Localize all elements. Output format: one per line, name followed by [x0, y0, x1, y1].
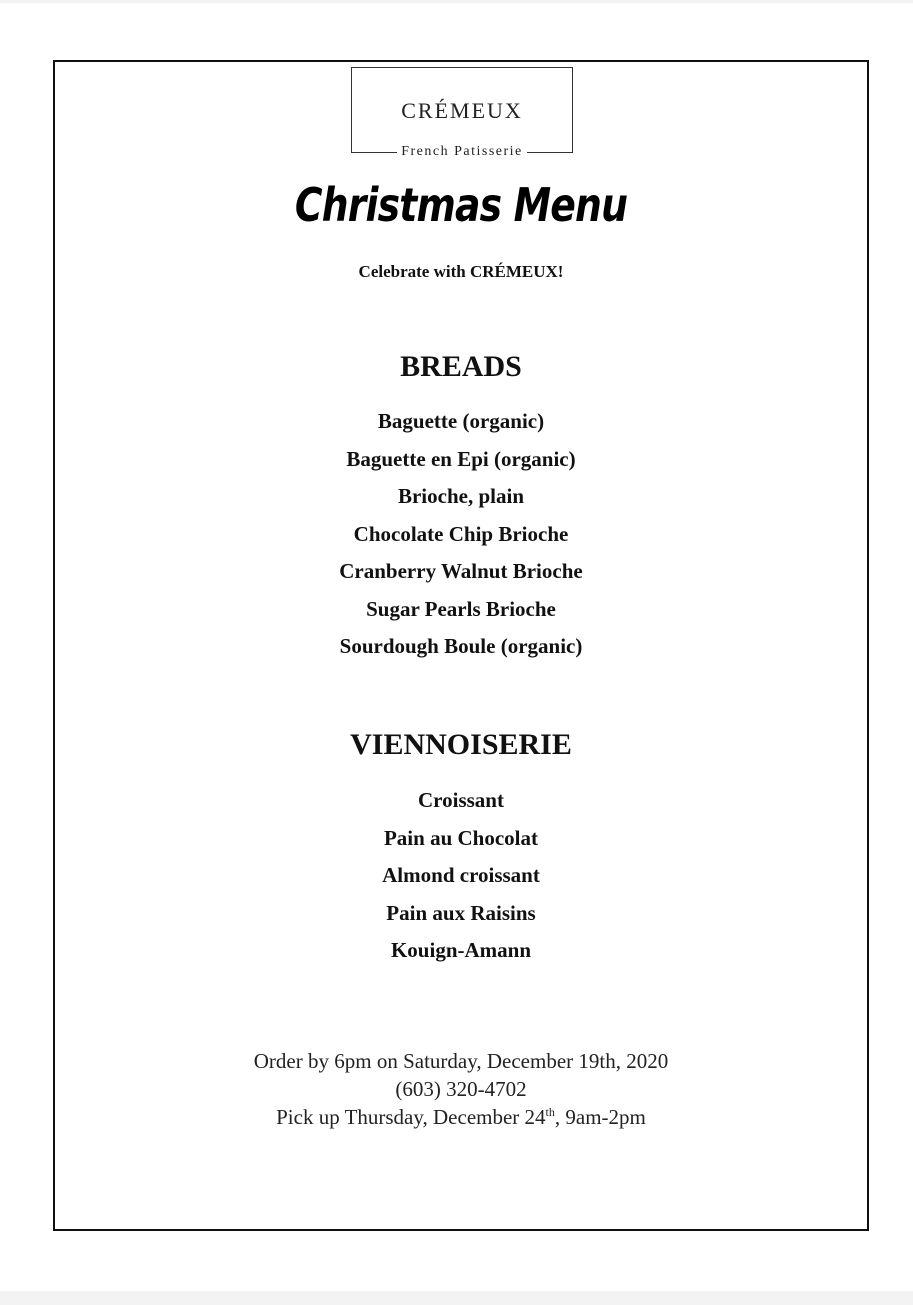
breads-list	[55, 409, 867, 672]
pickup-time: , 9am-2pm	[554, 1105, 646, 1129]
order-deadline: Order by 6pm on Saturday, December 19th, 2020	[253, 1049, 669, 1073]
menu-border-frame	[53, 60, 869, 1231]
menu-item: Almond croissant	[382, 863, 540, 887]
section-heading-breads: BREADS	[400, 350, 522, 383]
pickup-date: Pick up Thursday, December 24	[276, 1105, 546, 1129]
cremeux-logo	[351, 67, 573, 159]
menu-item: Pain au Chocolat	[383, 825, 538, 850]
viennoiserie-list	[55, 788, 867, 976]
menu-item: Baguette (organic)	[377, 409, 545, 433]
logo-subtitle: French Patisserie	[401, 144, 523, 159]
menu-item: Cranberry Walnut Brioche	[339, 559, 583, 583]
order-info	[55, 1047, 867, 1131]
logo-rule-left	[351, 152, 397, 153]
menu-tagline: Celebrate with CRÉMEUX!	[358, 262, 564, 281]
logo-subtitle-row	[351, 144, 573, 160]
menu-item: Chocolate Chip Brioche	[353, 521, 569, 546]
logo-name: CRÉMEUX	[401, 98, 523, 123]
logo-rule-right	[527, 152, 573, 153]
pickup-info	[55, 1103, 867, 1131]
menu-item: Pain aux Raisins	[386, 900, 536, 925]
menu-page	[0, 3, 913, 1291]
menu-item: Sourdough Boule (organic)	[339, 634, 583, 658]
section-heading-viennoiserie: VIENNOISERIE	[350, 728, 572, 761]
menu-item: Sugar Pearls Brioche	[366, 596, 556, 621]
menu-title: Christmas Menu	[294, 178, 628, 232]
pickup-date-suffix: th	[545, 1105, 555, 1119]
phone-number: (603) 320-4702	[395, 1077, 527, 1101]
menu-item: Kouign-Amann	[390, 938, 532, 962]
menu-item: Brioche, plain	[397, 484, 524, 508]
menu-item: Croissant	[418, 788, 504, 812]
menu-item: Baguette en Epi (organic)	[346, 446, 576, 471]
